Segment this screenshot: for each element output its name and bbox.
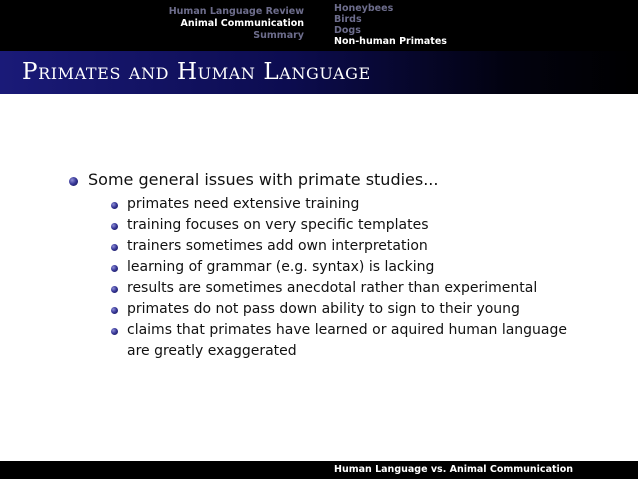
nav-section-human-language-review[interactable]: Human Language Review [168,6,304,17]
slide-title: Primates and Human Language [22,59,371,85]
sub-bullet-text: primates need extensive training [127,196,360,212]
sub-bullet-text-continuation: are greatly exaggerated [127,343,297,359]
sub-bullet-text: learning of grammar (e.g. syntax) is lacking [127,259,435,275]
nav-subsection-dogs[interactable]: Dogs [334,25,361,36]
nav-section-animal-communication[interactable]: Animal Communication [180,18,304,29]
frame-title-bar [0,51,638,94]
nav-subsection-birds[interactable]: Birds [334,14,362,25]
footer-title: Human Language vs. Animal Communication [334,464,574,475]
sub-bullet-icon [111,265,118,272]
sub-bullet-icon [111,307,118,314]
main-bullet-icon [69,177,78,186]
section-navigation [150,6,304,42]
subsection-navigation [334,3,447,47]
footer-bar [0,461,638,479]
nav-section-summary[interactable]: Summary [253,30,304,41]
sub-bullet-text: training focuses on very specific templates [127,217,429,233]
sub-bullet-icon [111,223,118,230]
main-bullet-text: Some general issues with primate studies... [88,170,439,189]
sub-bullet-icon [111,202,118,209]
sub-bullet-text: results are sometimes anecdotal rather than experimental [127,280,538,296]
nav-subsection-non-human-primates[interactable]: Non-human Primates [334,36,447,47]
top-navigation-bar [0,0,638,51]
sub-bullet-text: primates do not pass down ability to sign to their young [127,301,520,317]
sub-bullet-icon [111,328,118,335]
sub-bullet-icon [111,244,118,251]
nav-subsection-honeybees[interactable]: Honeybees [334,3,394,14]
sub-bullet-text: claims that primates have learned or aquired human language [127,322,567,338]
sub-bullet-icon [111,286,118,293]
sub-bullet-text: trainers sometimes add own interpretation [127,238,428,254]
